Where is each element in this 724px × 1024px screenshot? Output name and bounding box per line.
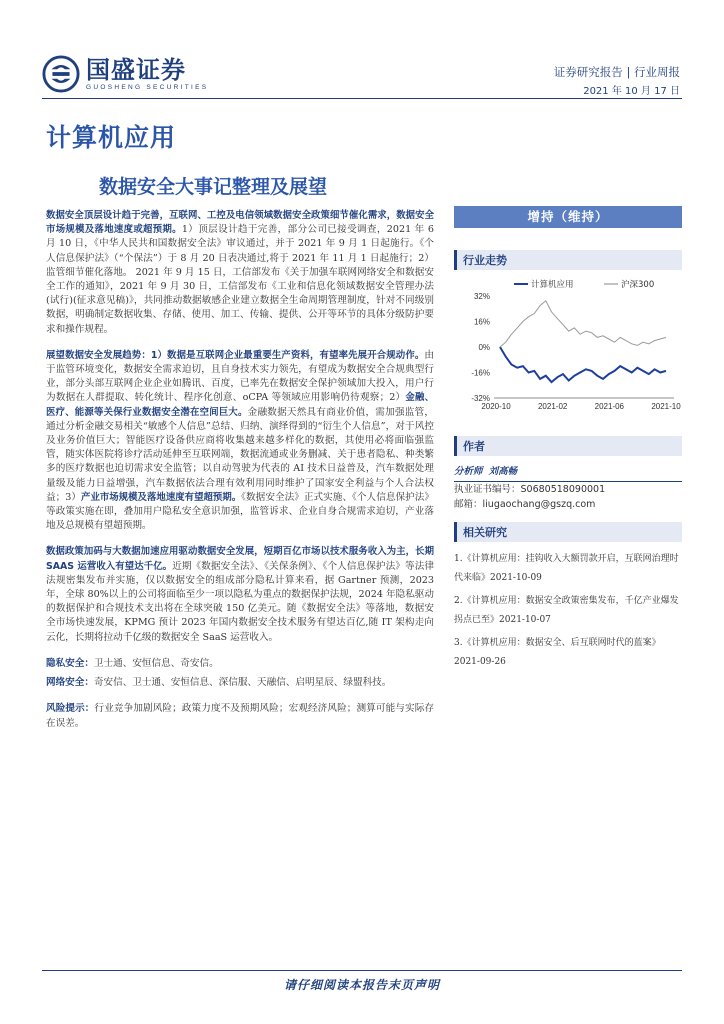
report-type: 证券研究报告 bbox=[553, 65, 623, 79]
paragraph-body: 由于监管环境变化，数据安全需求迫切，且自身技术实力领先，有望成为数据安全合规典型行业，部分头部互联网企业企业如腾讯、百度，已率先在数据安全保护领域加大投入，用户行为数据在人群提取、转化统计、程序化创意、oCPA 等领域应用影响仍待观察；2） bbox=[46, 349, 434, 404]
related-list bbox=[454, 550, 682, 672]
series-line-industry bbox=[500, 347, 666, 382]
footer-divider bbox=[42, 970, 682, 971]
paragraph-lead: 数据政策加码与大数据加速应用驱动数据安全发展，短期百亿市场以技术服务收入为主，长期 SAAS 运营收入有望达千亿。 bbox=[46, 546, 434, 572]
paragraph-policy bbox=[46, 209, 434, 337]
paragraph-privacy bbox=[46, 657, 434, 671]
network-stocks: 奇安信、卫士通、安恒信息、深信服、天融信、启明星辰、绿盟科技。 bbox=[93, 677, 392, 689]
related-item[interactable]: 1.《计算机应用：挂钩收入大额罚款开启，互联网治理时代来临》2021-10-09 bbox=[454, 554, 679, 583]
main-content bbox=[46, 209, 434, 743]
risk-label: 风险提示： bbox=[46, 703, 95, 715]
paragraph-lead: 数据安全顶层设计趋于完善，互联网、工控及电信领域数据安全政策细节催化需求，数据安全市场规模及落地速度或超预期。 bbox=[46, 210, 434, 236]
analyst-role: 分析师 bbox=[454, 466, 483, 477]
report-kind: 行业周报 bbox=[634, 65, 680, 79]
paragraph-outlook bbox=[46, 349, 434, 534]
risk-text: 行业竞争加剧风险；政策力度不及预期风险；宏观经济风险；测算可能与实际存在误差。 bbox=[46, 703, 435, 729]
privacy-label: 隐私安全： bbox=[46, 657, 94, 669]
related-item[interactable]: 3.《计算机应用：数据安全、后互联网时代的蓝案》2021-09-26 bbox=[454, 638, 661, 667]
related-item[interactable]: 2.《计算机应用：数据安全政策密集发布，千亿产业爆发拐点已至》2021-10-07 bbox=[454, 596, 679, 625]
footer-disclaimer: 请仔细阅读本报告末页声明 bbox=[283, 978, 440, 992]
paragraph-market bbox=[46, 545, 434, 644]
paragraph-lead: 展望数据安全发展趋势：1）数据是互联网企业最重要生产资料，有望率先展开合规动作。 bbox=[46, 349, 425, 361]
legend-label: 计算机应用 bbox=[531, 280, 574, 290]
x-tick-label: 2021-06 bbox=[594, 402, 625, 411]
analyst-heading: 作者 bbox=[454, 436, 682, 456]
industry-title: 计算机应用 bbox=[46, 123, 177, 152]
paragraph-body-3: 《数据安全法》正式实施、《个人信息保护法》等政策实施在即，叠加用户隐私安全意识加强，监管诉求、企业自身合规需求迫切，产业落地及总规模有望超预期。 bbox=[46, 491, 434, 532]
email-label: 邮箱： bbox=[454, 499, 483, 510]
header-separator: | bbox=[626, 65, 631, 79]
network-label: 网络安全： bbox=[46, 677, 94, 689]
sidebar bbox=[454, 206, 682, 676]
legend-label: 沪深300 bbox=[621, 280, 655, 290]
y-tick-label: -16% bbox=[471, 368, 490, 378]
x-tick-label: 2021-10 bbox=[651, 402, 681, 411]
y-tick-label: 32% bbox=[473, 292, 490, 301]
report-title: 数据安全大事记整理及展望 bbox=[99, 176, 328, 198]
related-heading: 相关研究 bbox=[454, 522, 682, 542]
analyst-info bbox=[454, 464, 682, 512]
report-type-line bbox=[554, 64, 680, 80]
trend-chart-svg bbox=[454, 274, 682, 414]
analyst-name: 刘高畅 bbox=[488, 466, 518, 477]
analyst-email[interactable]: liugaochang@gszq.com bbox=[482, 499, 596, 510]
x-tick-label: 2020-10 bbox=[481, 402, 511, 411]
license-label: 执业证书编号： bbox=[454, 484, 521, 495]
y-tick-label: 16% bbox=[473, 317, 490, 327]
guosheng-logo-icon bbox=[42, 55, 80, 93]
trend-chart bbox=[454, 274, 682, 414]
paragraph-lead-2: 金融、医疗、能源等关保行业数据安全潜在空间巨大。 bbox=[46, 392, 434, 418]
x-tick-label: 2021-02 bbox=[537, 402, 568, 411]
y-tick-label: 0% bbox=[478, 343, 490, 352]
logo-english-name: GUOSHENG SECURITIES bbox=[86, 84, 209, 91]
paragraph-body: 1）顶层设计趋于完善，部分公司已接受调查，2021 年 6 月 10 日，《中华人民共和国数据安全法》审议通过，并于 2021 年 9 月 1 日起施行。《个人信息保护法》（“个保法”）于 8 月 20 日表决通过,将于 2021 年 11 月 1 日起施行；2）监管细节催化落地。 2021 年 9 月 15 日，工信部发布《关于加强车联网网络安全和数据安全工作的通知》，2021 年 9 月 30 日，工信部发布《工业和信息化领域数据安全管理办法(试行)(征求意见稿)》，共同推动数据敏感企业建立数据全生命周期管理制度，针对不同级别数据，明确制定数据收集、存储、使用、加工、传输、提供、公开等环节的具体分级防护要求和操作规程。 bbox=[46, 224, 434, 335]
header-divider bbox=[42, 98, 682, 99]
trend-heading: 行业走势 bbox=[454, 250, 682, 270]
series-line-index bbox=[500, 301, 666, 347]
privacy-stocks: 卫士通、安恒信息、奇安信。 bbox=[93, 657, 219, 669]
paragraph-body-2: 金融数据天然具有商业价值，需加强监管，通过分析金融交易相关“敏感个人信息”总结、归纳、演绎得到的“衍生个人信息”，对于风控及业务价值巨大；智能医疗设备供应商将收集越来越多样化的数据，其使用必将面临强监管，随实体医院将诊疗活动延伸至互联网端，数据流通或业务删减、关于患者隐私、种类繁多的医疗数据也迫切需求安全监管；以自动驾驶为代表的 AI 技术日益普及，汽车数据处理量级及能力日益增强，汽车数据依法合理有效利用同时维护了国家安全利益与个人合法权益；3） bbox=[46, 406, 434, 503]
rating-badge: 增持（维持） bbox=[454, 206, 682, 228]
logo-chinese-name: 国盛证券 bbox=[86, 56, 186, 84]
company-logo bbox=[42, 55, 208, 93]
paragraph-lead-3: 产业市场规模及落地速度有望超预期。 bbox=[81, 491, 242, 503]
license-number: S0680518090001 bbox=[520, 484, 606, 495]
paragraph-risk bbox=[46, 702, 434, 730]
y-tick-label: -32% bbox=[471, 394, 490, 403]
paragraph-body: 近期《数据安全法》、《关保条例》、《个人信息保护法》等法律法规密集发布并实施，仅以数据安全的组成部分隐私计算来看，据 Gartner 预测，2023 年，全球 80%以上的公司将面临至少一项以隐私为重点的数据保护法规，2024 年隐私驱动的数据保护和合规技术支出将在全球突破 150 亿美元。随《数据安全法》等落地，数据安全市场快速发展，KPMG 预计 2023 年国内数据安全技术服务有望达百亿,随 IT 架构走向云化，长期将拉动千亿级的数据安全 SaaS 运营收入。 bbox=[46, 560, 434, 643]
paragraph-network bbox=[46, 676, 434, 690]
report-date: 2021 年 10 月 17 日 bbox=[583, 86, 680, 97]
